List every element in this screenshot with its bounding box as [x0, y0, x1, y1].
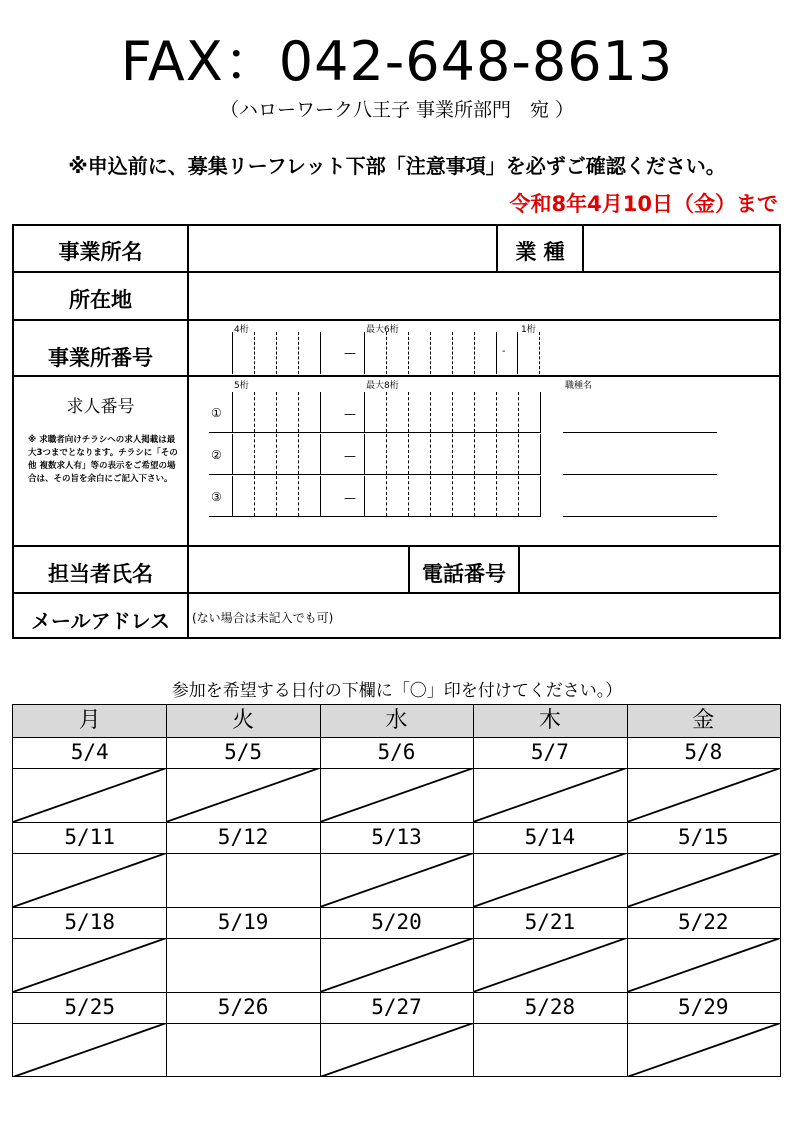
row-divider	[14, 375, 779, 377]
unavailable-slot	[627, 1023, 780, 1077]
unavailable-slot	[627, 768, 780, 822]
slash-line	[627, 853, 780, 907]
week-divider	[13, 992, 780, 993]
date-label: 5/20	[371, 910, 422, 934]
digit-box-edge	[540, 434, 541, 474]
digit-separator	[276, 332, 277, 374]
digit-separator	[539, 332, 540, 374]
job-row-1-mark: ①	[211, 406, 222, 420]
job-title-line-3[interactable]	[563, 516, 717, 517]
date-label: 5/7	[530, 740, 569, 764]
digit-separator	[254, 392, 255, 432]
calendar-instruction: 参加を希望する日付の下欄に「〇」印を付けてください。）	[171, 681, 623, 701]
application-form	[12, 224, 781, 639]
slash-line	[166, 768, 319, 822]
slash-mark	[473, 768, 626, 822]
office-number-label: 事業所番号	[48, 346, 153, 370]
job-row-underline	[209, 474, 541, 475]
header-divider	[13, 737, 780, 738]
digit-box-edge	[320, 332, 321, 374]
unavailable-slot	[320, 938, 473, 992]
digit-separator	[430, 476, 431, 516]
digit-separator	[496, 476, 497, 516]
unavailable-slot	[473, 938, 626, 992]
slash-mark	[13, 938, 166, 992]
date-label: 5/19	[217, 910, 269, 934]
digit-box-edge	[364, 476, 365, 516]
slash-mark	[13, 1023, 166, 1077]
contact-name-field[interactable]	[190, 548, 406, 590]
phone-divider	[518, 545, 520, 592]
digit-separator	[452, 434, 453, 474]
digit-separator	[408, 392, 409, 432]
digit-separator	[474, 476, 475, 516]
date-divider	[13, 853, 780, 854]
hyphen: —	[344, 449, 356, 463]
weekday-header: 木	[473, 705, 626, 737]
digit-box-edge	[364, 332, 365, 374]
hyphen: —	[344, 407, 356, 421]
hyphen: -	[502, 346, 506, 357]
office-digits-label-1: 4桁	[234, 325, 249, 335]
weekday-header: 月	[13, 705, 166, 737]
job-digits-label-1: 5桁	[234, 381, 249, 391]
digit-box-edge	[232, 392, 233, 432]
slash-mark	[320, 938, 473, 992]
slash-line	[627, 768, 780, 822]
office-digits-label-3: 1桁	[521, 325, 536, 335]
address-label: 所在地	[69, 288, 132, 312]
digit-separator	[254, 332, 255, 374]
digit-separator	[276, 434, 277, 474]
digit-separator	[276, 392, 277, 432]
row-divider	[14, 592, 779, 594]
digit-box-edge	[232, 476, 233, 516]
unavailable-slot	[13, 853, 166, 907]
fax-number: FAX：042-648-8613	[120, 30, 674, 93]
digit-separator	[452, 332, 453, 374]
slash-line	[320, 938, 473, 992]
slash-mark	[473, 938, 626, 992]
unavailable-slot	[13, 938, 166, 992]
unavailable-slot	[473, 853, 626, 907]
date-label: 5/5	[224, 740, 263, 764]
slash-mark	[627, 1023, 780, 1077]
digit-separator	[430, 332, 431, 374]
email-label: メールアドレス	[31, 609, 170, 633]
digit-separator	[298, 332, 299, 374]
deadline: 令和8年4月10日（金）まで	[509, 192, 778, 216]
unavailable-slot	[13, 1023, 166, 1077]
week-divider	[13, 822, 780, 823]
job-row-2-mark: ②	[211, 448, 222, 462]
slash-line	[320, 853, 473, 907]
slash-mark	[320, 768, 473, 822]
date-label: 5/28	[524, 995, 576, 1019]
company-name-label: 事業所名	[58, 240, 143, 264]
date-label: 5/27	[371, 995, 422, 1019]
digit-separator	[496, 392, 497, 432]
digit-box-edge	[320, 434, 321, 474]
date-label: 5/14	[524, 825, 576, 849]
slash-mark	[473, 853, 626, 907]
week-divider	[13, 907, 780, 908]
slash-mark	[627, 938, 780, 992]
office-digits-label-2: 最大6桁	[366, 325, 399, 335]
unavailable-slot	[473, 768, 626, 822]
slash-line	[473, 853, 626, 907]
date-mark-box[interactable]	[166, 1023, 319, 1077]
contact-name-label: 担当者氏名	[48, 562, 153, 586]
weekday-header: 水	[320, 705, 473, 737]
company-name-field[interactable]	[190, 228, 495, 270]
job-title-label: 職種名	[565, 381, 593, 391]
job-title-line-1[interactable]	[563, 432, 717, 433]
slash-line	[13, 768, 166, 822]
digit-separator	[386, 392, 387, 432]
date-label: 5/11	[64, 825, 115, 849]
unavailable-slot	[320, 1023, 473, 1077]
digit-separator	[518, 434, 519, 474]
email-note: (ない場合は未記入でも可)	[192, 611, 334, 625]
digit-separator	[386, 434, 387, 474]
digit-box-edge	[232, 332, 233, 374]
date-label: 5/15	[678, 825, 729, 849]
date-label: 5/21	[524, 910, 576, 934]
digit-separator	[386, 332, 387, 374]
date-mark-box[interactable]	[166, 853, 319, 907]
phone-label: 電話番号	[422, 562, 506, 586]
unavailable-slot	[627, 853, 780, 907]
slash-line	[13, 1023, 166, 1077]
unavailable-slot	[627, 938, 780, 992]
digit-box-edge	[364, 434, 365, 474]
slash-mark	[627, 853, 780, 907]
date-label: 5/13	[371, 825, 422, 849]
date-label: 5/22	[678, 910, 729, 934]
digit-box-edge	[496, 332, 497, 374]
slash-mark	[13, 853, 166, 907]
digit-separator	[518, 476, 519, 516]
digit-separator	[276, 476, 277, 516]
date-label: 5/29	[678, 995, 729, 1019]
digit-box-edge	[540, 392, 541, 432]
date-divider	[13, 768, 780, 769]
destination: （ハローワーク八王子 事業所部門 宛 ）	[219, 99, 575, 121]
job-note: ※ 求職者向けチラシへの求人掲載は最大3つまでとなります。チラシに「その他 複数求人有」等の表示をご希望の場合は、その旨を余白にご記入下さい。	[28, 435, 178, 484]
job-number-label: 求人番号	[66, 397, 135, 417]
digit-separator	[254, 476, 255, 516]
weekday-header: 火	[166, 705, 319, 737]
digit-separator	[518, 392, 519, 432]
digit-separator	[298, 476, 299, 516]
digit-box-edge	[540, 476, 541, 516]
digit-separator	[408, 476, 409, 516]
job-row-3-mark: ③	[211, 490, 222, 504]
digit-box-edge	[232, 434, 233, 474]
slash-line	[13, 853, 166, 907]
digit-separator	[496, 434, 497, 474]
date-label: 5/25	[64, 995, 115, 1019]
job-row-underline	[209, 516, 541, 517]
slash-line	[627, 1023, 780, 1077]
digit-separator	[254, 434, 255, 474]
date-label: 5/26	[217, 995, 269, 1019]
slash-mark	[13, 768, 166, 822]
weekday-header: 金	[627, 705, 780, 737]
date-label: 5/8	[684, 740, 723, 764]
digit-separator	[408, 332, 409, 374]
date-mark-box[interactable]	[473, 1023, 626, 1077]
slash-line	[13, 938, 166, 992]
digit-box-edge	[320, 476, 321, 516]
digit-box-edge	[517, 332, 518, 374]
date-label: 5/6	[377, 740, 416, 764]
slash-mark	[320, 1023, 473, 1077]
slash-line	[473, 938, 626, 992]
digit-box-edge	[364, 392, 365, 432]
hyphen: —	[344, 346, 356, 360]
date-label: 5/18	[64, 910, 115, 934]
address-field[interactable]	[190, 274, 780, 318]
row-divider	[14, 319, 779, 321]
job-digits-label-2: 最大8桁	[366, 381, 399, 391]
unavailable-slot	[320, 853, 473, 907]
unavailable-slot	[166, 768, 319, 822]
digit-separator	[408, 434, 409, 474]
date-calendar	[12, 704, 781, 1077]
industry-field[interactable]	[585, 228, 779, 270]
slash-line	[473, 768, 626, 822]
digit-separator	[386, 476, 387, 516]
hyphen: —	[344, 491, 356, 505]
digit-separator	[430, 434, 431, 474]
date-divider	[13, 938, 780, 939]
digit-separator	[474, 332, 475, 374]
industry-label: 業 種	[515, 240, 565, 264]
slash-mark	[166, 768, 319, 822]
date-label: 5/12	[217, 825, 269, 849]
slash-line	[627, 938, 780, 992]
unavailable-slot	[13, 768, 166, 822]
digit-separator	[298, 434, 299, 474]
unavailable-slot	[320, 768, 473, 822]
date-mark-box[interactable]	[166, 938, 319, 992]
digit-box-edge	[320, 392, 321, 432]
date-label: 5/4	[70, 740, 109, 764]
label-divider	[187, 226, 189, 639]
date-divider	[13, 1023, 780, 1024]
slash-mark	[627, 768, 780, 822]
digit-separator	[474, 434, 475, 474]
slash-line	[320, 1023, 473, 1077]
digit-separator	[452, 392, 453, 432]
digit-separator	[298, 392, 299, 432]
slash-mark	[320, 853, 473, 907]
job-row-underline	[209, 432, 541, 433]
digit-separator	[452, 476, 453, 516]
row-divider	[14, 271, 779, 273]
job-title-line-2[interactable]	[563, 474, 717, 475]
row-divider	[14, 545, 779, 547]
slash-line	[320, 768, 473, 822]
digit-separator	[430, 392, 431, 432]
digit-separator	[474, 392, 475, 432]
notice-text: ※申込前に、募集リーフレット下部「注意事項」を必ずご確認ください。	[68, 154, 726, 178]
industry-divider	[582, 226, 584, 271]
phone-field[interactable]	[521, 548, 779, 590]
